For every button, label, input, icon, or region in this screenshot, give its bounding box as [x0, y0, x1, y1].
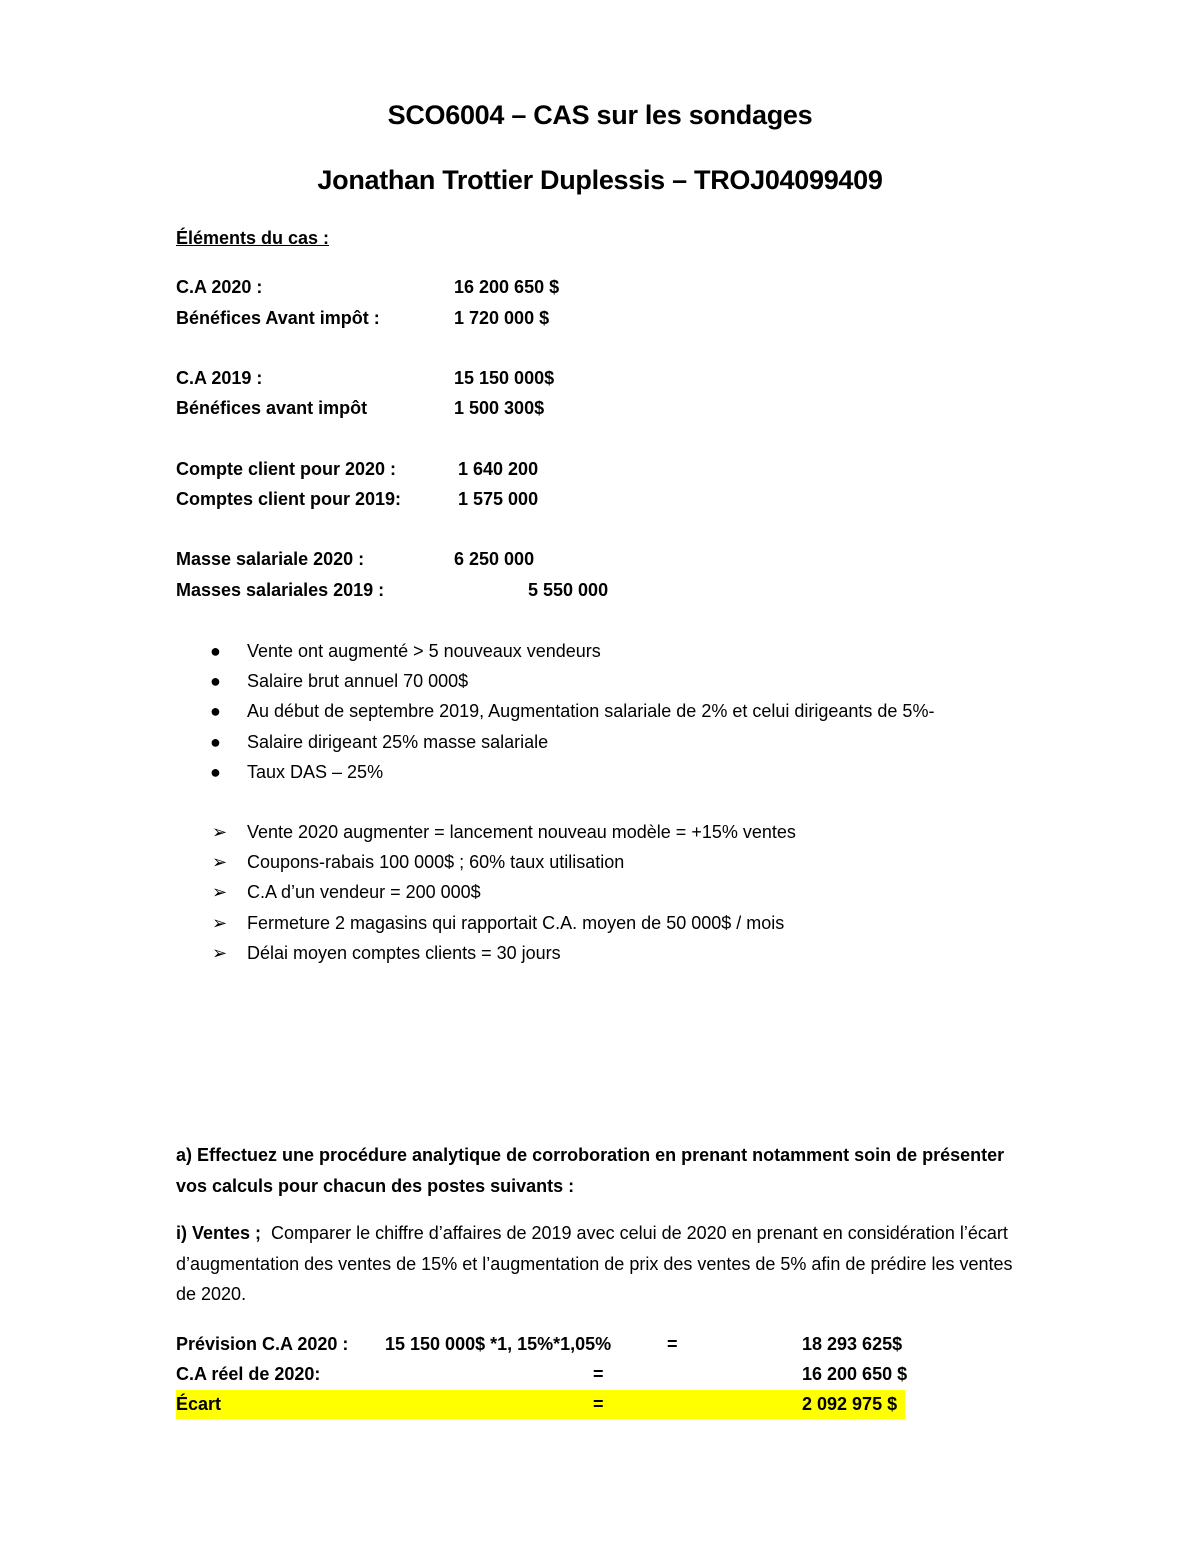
- question-a: a) Effectuez une procédure analytique de corroboration en prenant notamment soin de présenter vos calculs pour chacun des postes suivants :: [176, 1145, 1005, 1196]
- fact-label: Masses salariales 2019 :: [176, 580, 385, 600]
- fact-value: 1 640 200: [458, 459, 539, 479]
- fact-label: Masse salariale 2020 :: [176, 549, 365, 569]
- fact-value: 6 250 000: [454, 549, 535, 569]
- list-item: [176, 877, 796, 907]
- list-item-text: Vente ont augmenté > 5 nouveaux vendeurs: [247, 641, 601, 661]
- list-item: [176, 908, 796, 938]
- arrow-icon: ➢: [212, 912, 228, 933]
- arrow-icon: ➢: [212, 942, 228, 963]
- fact-value: 16 200 650 $: [454, 277, 560, 297]
- arrow-icon: ➢: [212, 822, 228, 842]
- arrow-list: [176, 817, 796, 968]
- reel-label: C.A réel de 2020:: [176, 1364, 321, 1384]
- list-item-text: Fermeture 2 magasins qui rapportait C.A. moyen de 50 000$ / mois: [247, 912, 785, 933]
- list-item: [176, 847, 796, 877]
- ecart-equals: =: [593, 1394, 604, 1414]
- fact-label: C.A 2020 :: [176, 277, 263, 297]
- list-item: [176, 696, 934, 726]
- fact-label: Comptes client pour 2019:: [176, 489, 402, 509]
- prevision-label: Prévision C.A 2020 :: [176, 1334, 349, 1354]
- list-item-text: Salaire brut annuel 70 000$: [247, 671, 469, 692]
- fact-value: 1 720 000 $: [454, 308, 550, 328]
- elements-heading: Éléments du cas :: [176, 228, 330, 248]
- author-line: Jonathan Trottier Duplessis – TROJ04099409: [317, 165, 883, 195]
- arrow-icon: ➢: [212, 852, 228, 873]
- bullet-list: [176, 636, 934, 787]
- fact-label: Bénéfices Avant impôt :: [176, 308, 380, 328]
- fact-value: 15 150 000$: [454, 368, 555, 388]
- list-item-text: Taux DAS – 25%: [247, 761, 384, 782]
- reel-equals: =: [593, 1364, 604, 1384]
- list-item-text: C.A d’un vendeur = 200 000$: [247, 882, 481, 903]
- bullet-icon: ●: [210, 701, 221, 722]
- question-i: [176, 1218, 1036, 1310]
- list-item-text: Coupons-rabais 100 000$ ; 60% taux utilisation: [247, 852, 625, 873]
- fact-value: 5 550 000: [528, 580, 609, 600]
- ecart-value: 2 092 975 $: [802, 1394, 898, 1414]
- bullet-icon: ●: [210, 761, 221, 782]
- list-item: [176, 817, 796, 847]
- list-item: [176, 727, 934, 757]
- bullet-icon: ●: [210, 671, 221, 692]
- prevision-value: 18 293 625$: [802, 1334, 903, 1354]
- list-item: [176, 666, 934, 696]
- fact-label: C.A 2019 :: [176, 368, 263, 388]
- list-item-text: Salaire dirigeant 25% masse salariale: [247, 731, 549, 752]
- arrow-icon: ➢: [212, 882, 228, 903]
- document-title: SCO6004 – CAS sur les sondages: [387, 100, 813, 130]
- ecart-highlight: [176, 1390, 905, 1419]
- bullet-icon: ●: [210, 641, 221, 661]
- list-item: [176, 757, 934, 787]
- list-item-text: Au début de septembre 2019, Augmentation salariale de 2% et celui dirigeants de 5%-: [247, 701, 935, 722]
- list-item-text: Vente 2020 augmenter = lancement nouveau modèle = +15% ventes: [247, 822, 796, 842]
- bullet-icon: ●: [210, 731, 221, 752]
- list-item-text: Délai moyen comptes clients = 30 jours: [247, 942, 561, 963]
- question-i-label: i) Ventes ;: [176, 1223, 262, 1243]
- reel-value: 16 200 650 $: [802, 1364, 908, 1384]
- fact-value: 1 500 300$: [454, 398, 545, 418]
- fact-value: 1 575 000: [458, 489, 539, 509]
- prevision-formula: 15 150 000$ *1, 15%*1,05%: [385, 1334, 612, 1354]
- fact-label: Compte client pour 2020 :: [176, 459, 397, 479]
- prevision-equals: =: [667, 1334, 678, 1354]
- fact-label: Bénéfices avant impôt: [176, 398, 368, 418]
- question-i-text: Comparer le chiffre d’affaires de 2019 avec celui de 2020 en prenant en considération l’écart d’augmentation des ventes de 15% et l’augmentation de prix des ventes de 5% afin de prédire les ventes de 2020.: [176, 1223, 1013, 1304]
- ecart-label: Écart: [176, 1394, 222, 1414]
- list-item: [176, 938, 796, 968]
- list-item: [176, 636, 934, 666]
